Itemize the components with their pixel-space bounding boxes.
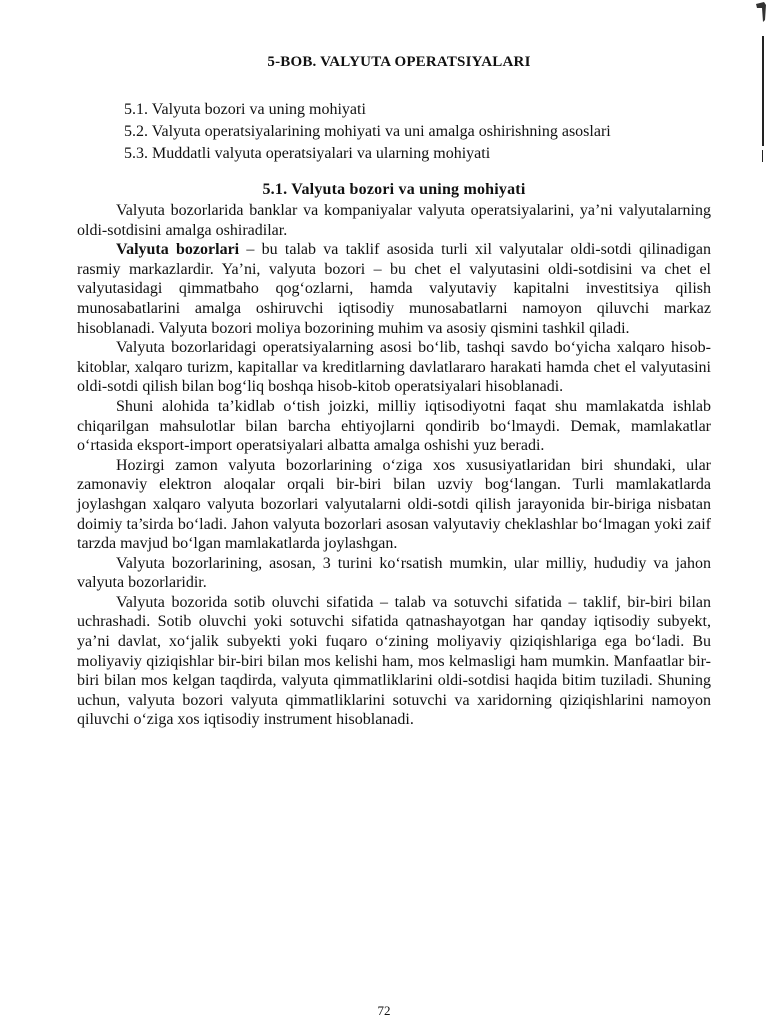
chapter-title: 5-BOB. VALYUTA OPERATSIYALARI [267,54,531,70]
paragraph: Hozirgi zamon valyuta bozorlarining o‘ziga xos xususiyatlaridan biri shundaki, ular zamonaviy elektron aloqalar orqali bir-biri bilan uzviy bog‘langan. Turli mamlakatlarda joylashgan xalqaro valyuta bozorlari valyutalarni oldi-sotdi qilish jarayonida bir-biriga nisbatan doimiy ta’sirda bo‘ladi. Jahon valyuta bozorlari asosan valyutaviy cheklashlar bo‘lmagan yoki zaif tarzda mavjud bo‘lgan mamlakatlarda joylashgan. [77,456,711,553]
paragraph: Valyuta bozorlaridagi operatsiyalarning asosi bo‘lib, tashqi savdo bo‘yicha xalqaro hisob-kitoblar, xalqaro turizm, kapitallar va kreditlarning davlatlararo harakati hamda chet el valyutasini oldi-sotdi qilish bilan bog‘liq boshqa hisob-kitob operatsiyalari hisoblanadi. [77,339,711,396]
document-page [77,54,711,730]
defined-term: Valyuta bozorlari [116,241,240,259]
paragraph: Valyuta bozorlarining, asosan, 3 turini ko‘rsatish mumkin, ular milliy, hududiy va jahon valyuta bozorlaridir. [77,554,711,592]
toc-item: 5.1. Valyuta bozori va uning mohiyati [124,101,366,118]
paragraph: Shuni alohida ta’kidlab o‘tish joizki, milliy iqtisodiyotni faqat shu mamlakatda ishlab chiqarilgan mahsulotlar bilan barcha ehtiyojlarni qondirib bo‘lmaydi. Demak, mamlakatlar o‘rtasida eksport-import operatsiyalari albatta amalga oshishi yuz beradi. [77,397,711,455]
scan-edge-line [762,36,764,146]
section-title: 5.1. Valyuta bozori va uning mohiyati [262,181,526,198]
scan-edge-line [762,150,763,162]
paragraph: Valyuta bozorida sotib oluvchi sifatida – talab va sotuvchi sifatida – taklif, bir-biri bilan uchrashadi. Sotib oluvchi yoki sotuvchi sifatida qatnashayotgan har qanday iqtisodiy subyekt, ya’ni davlat, xo‘jalik subyekti yoki fuqaro o‘zining moliyaviy qiziqishlariga ega bo‘ladi. Bu moliyaviy qiziqishlar bir-biri bilan mos kelishi ham, mos kelmasligi ham mumkin. Manfaatlar bir-biri bilan mos kelgan taqdirda, valyuta qimmatliklarini oldi-sotdisi haqida bitim tuziladi. Shuning uchun, valyuta bozori valyuta qimmatliklarini sotuvchi va xaridorning qiziqishlarini namoyon qiluvchi o‘ziga xos iqtisodiy instrument hisoblanadi. [77,593,711,729]
paragraph: Valyuta bozorlarida banklar va kompaniyalar valyuta operatsiyalarini, ya’ni valyutalarning oldi-sotdisini amalga oshiradilar. [77,202,711,239]
paragraph [77,240,711,338]
table-of-contents [77,99,711,165]
toc-item: 5.2. Valyuta operatsiyalarining mohiyati va uni amalga oshirishning asoslari [124,123,611,140]
body-text [77,201,711,730]
page-number: 72 [377,1003,391,1018]
scan-edge-mark [754,0,768,24]
paragraph-text: – bu talab va taklif asosida turli xil valyutalar oldi-sotdi qilinadigan rasmiy markazlardir. Ya’ni, valyuta bozori – bu chet el valyutasini oldi-sotdisini va chet el valyutasidagi qimmatbaho qog‘ozlarni, hamda valyutaviy kapitalni investitsiya qilish munosabatlarini amalga oshiruvchi iqtisodiy munosabatlarni namoyon qiluvchi markaz hisoblanadi. Valyuta bozori moliya bozorining muhim va asosiy qismini tashkil qiladi. [77,241,711,337]
toc-item: 5.3. Muddatli valyuta operatsiyalari va ularning mohiyati [124,145,491,162]
